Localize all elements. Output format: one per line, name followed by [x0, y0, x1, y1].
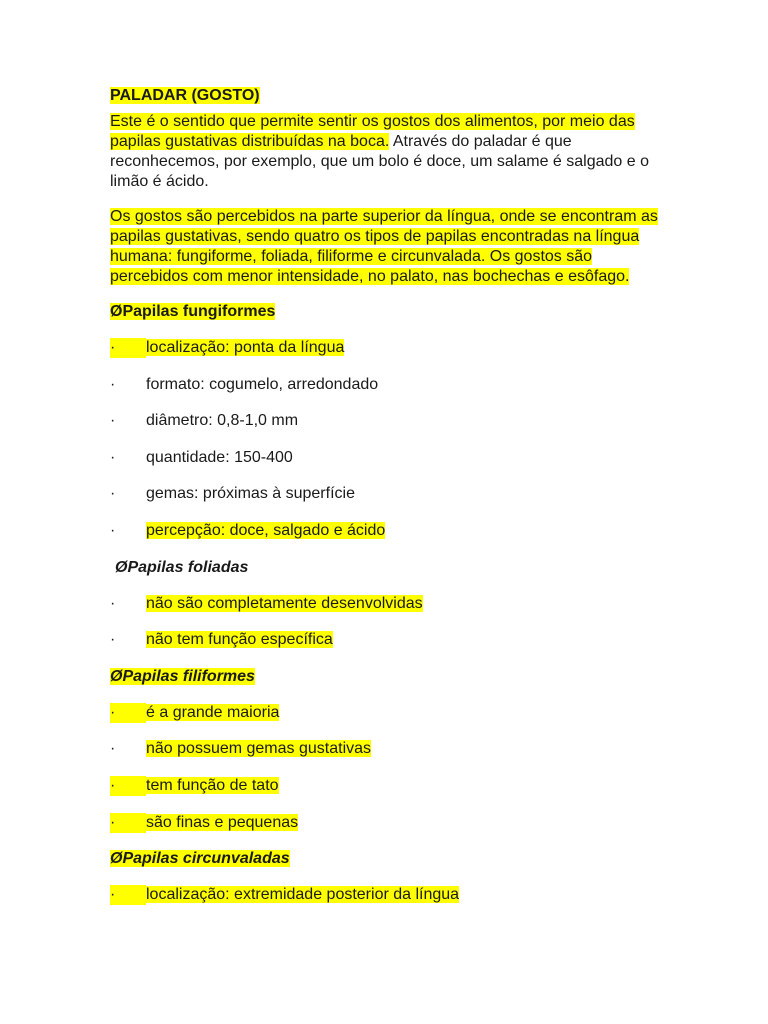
list-item-text: percepção: doce, salgado e ácido: [146, 521, 386, 539]
list-item: [110, 776, 670, 796]
bullet: ·: [110, 594, 116, 612]
list-item: [110, 338, 670, 358]
list-item-text: quantidade: 150-400: [146, 448, 293, 466]
list-item: [110, 484, 670, 504]
list-item: [110, 703, 670, 723]
intro-paragraph: [110, 112, 658, 192]
document-page: [110, 86, 670, 922]
heading-text: ØPapilas foliadas: [115, 558, 249, 576]
heading-text: ØPapilas filiformes: [110, 667, 255, 685]
list-item: [110, 813, 670, 833]
section-heading-fungiformes: [110, 302, 670, 322]
bullet: ·: [110, 375, 116, 393]
list-item-text: são finas e pequenas: [146, 813, 299, 831]
bullet: ·: [110, 631, 116, 649]
heading-text: ØPapilas circunvaladas: [110, 850, 290, 868]
list-item-text: gemas: próximas à superfície: [146, 485, 355, 503]
list-item: [110, 630, 670, 650]
intro-plain-text: Através do paladar é que reconhecemos, por exemplo, que um bolo é doce, um salame é salgado e o limão é ácido.: [110, 133, 649, 190]
list-item-text: é a grande maioria: [146, 703, 280, 721]
section-heading-filiformes: [110, 667, 670, 687]
list-item-text: não são completamente desenvolvidas: [146, 594, 423, 612]
list-item-text: diâmetro: 0,8-1,0 mm: [146, 412, 299, 430]
list-item-text: não tem função específica: [146, 631, 333, 649]
list-item-text: formato: cogumelo, arredondado: [146, 375, 379, 393]
list-item: [110, 521, 670, 541]
heading-text: ØPapilas fungiformes: [110, 303, 276, 320]
bullet: ·: [110, 813, 146, 833]
list-item-text: localização: ponta da língua: [146, 339, 345, 356]
bullet: ·: [110, 703, 146, 723]
list-item-text: não possuem gemas gustativas: [146, 740, 372, 758]
bullet: ·: [110, 338, 146, 358]
list-item: [110, 739, 670, 759]
document-title: [110, 86, 670, 106]
bullet: ·: [110, 521, 116, 539]
section-heading-circunvaladas: [110, 849, 670, 869]
list-item: [110, 448, 670, 468]
title-text: PALADAR (GOSTO): [110, 87, 260, 104]
list-item-text: localização: extremidade posterior da língua: [146, 886, 460, 904]
tastes-highlighted-text-b: Os gostos são percebidos com menor intensidade, no palato, nas bochechas e esôfago.: [110, 248, 630, 285]
bullet: ·: [110, 776, 146, 796]
bullet: ·: [110, 740, 116, 758]
bullet: ·: [110, 885, 146, 905]
section-heading-foliadas: [110, 558, 670, 578]
list-item: [110, 885, 670, 905]
bullet: ·: [110, 448, 116, 466]
list-item-text: tem função de tato: [146, 776, 279, 794]
bullet: ·: [110, 412, 116, 430]
list-item: [110, 375, 670, 395]
intro-highlighted-text: Este é o sentido que permite sentir os gostos dos alimentos, por meio das papilas gustativas distribuídas na boca.: [110, 113, 635, 150]
list-item: [110, 594, 670, 614]
tastes-paragraph: [110, 207, 658, 287]
list-item: [110, 411, 670, 431]
bullet: ·: [110, 485, 116, 503]
tastes-highlighted-text: Os gostos são percebidos na parte superior da língua, onde se encontram as papilas gustativas, sendo quatro os tipos de papilas encontradas na língua humana: fungiforme, foliada, filiforme e circunvalada.: [110, 208, 658, 265]
